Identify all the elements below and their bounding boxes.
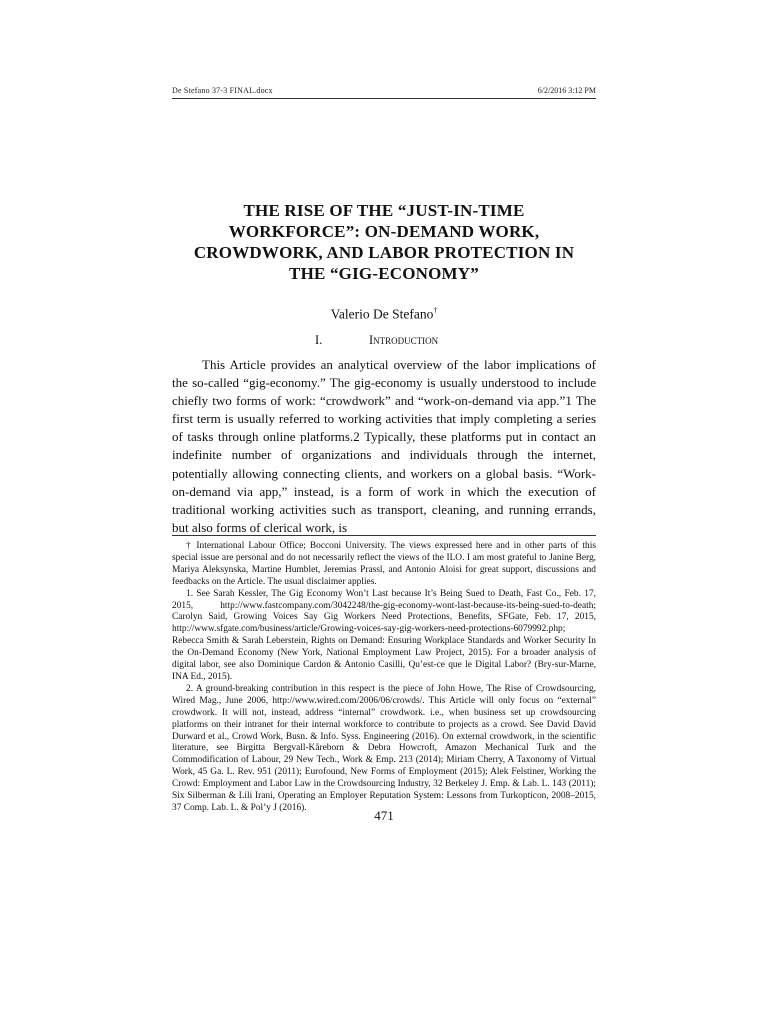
author-footnote-mark: † <box>433 306 438 315</box>
running-header <box>172 86 596 98</box>
title-line-3: CROWDWORK, AND LABOR PROTECTION IN <box>193 243 575 262</box>
author-line <box>172 306 596 323</box>
footnotes <box>172 541 596 815</box>
article-title <box>172 200 596 284</box>
footnote-rule <box>172 535 596 536</box>
body-paragraph: This Article provides an analytical overview of the labor implications of the so-called “gig-economy.” The gig-economy is usually understood to include chiefly two forms of work: “crowdwork” and “work-on-demand via app.”1 The first term is usually referred to working activities that imply completing a series of tasks through online platforms.2 Typically, these platforms put in contact an indefinite number of organizations and individuals through the internet, potentially allowing connecting clients, and workers on a global basis. “Work-on-demand via app,” instead, is a form of work in which the execution of traditional working activities such as transport, cleaning, and running errands, but also forms of clerical work, is <box>172 357 596 535</box>
author-name: Valerio De Stefano <box>330 306 434 322</box>
section-name: Introduction <box>369 333 439 347</box>
header-rule <box>172 98 596 99</box>
section-number: I. <box>315 333 323 347</box>
title-line-1: THE RISE OF THE “JUST-IN-TIME <box>243 201 525 220</box>
footnote-1: 1. See Sarah Kessler, The Gig Economy Won’t Last because It’s Being Sued to Death, Fast Co., Feb. 17, 2015, http://www.fastcompany.com/3042248/the-gig-economy-wont-last-because-its-being-sued-to-death; Carolyn Said, Growing Voices Say Gig Workers Need Protections, Benefits, SFGate, Feb. 17, 2015, http://www.sfgate.com/business/article/Growing-voices-say-gig-workers-need-protections-6079992.php; Rebecca Smith & Sarah Leberstein, Rights on Demand: Ensuring Workplace Standards and Worker Security In the On-Demand Economy (New York, National Employment Law Project, 2015). For a broader analysis of digital labor, see also Dominique Cardon & Antonio Casilli, Qu’est-ce que le Digital Labor? (Bry-sur-Marne, INA Ed., 2015). <box>172 588 596 682</box>
footnote-2: 2. A ground-breaking contribution in this respect is the piece of John Howe, The Rise of Crowdsourcing, Wired Mag., June 2006, http://www.wired.com/2006/06/crowds/. This Article will only focus on “external” crowdwork. It will not, instead, address “internal” crowdwork. i.e., when business set up crowdsourcing platforms on their intranet for their internal workforce to contribute to projects as a crowd. See David David Durward et al., Crowd Work, Busn. & Info. Syss. Engineering (2016). On external crowdwork, in the scientific literature, see Birgitta Bergvall-Kåreborn & Debra Howcroft, Amazon Mechanical Turk and the Commodification of Labour, 29 New Tech., Work & Emp. 213 (2014); Miriam Cherry, A Taxonomy of Virtual Work, 45 Ga. L. Rev. 951 (2011); Eurofound, New Forms of Employment (2015); Alek Felstiner, Working the Crowd: Employment and Labor Law in the Crowdsourcing Industry, 32 Berkeley J. Emp. & Lab. L. 143 (2011); Six Silberman & Lili Irani, Operating an Employer Reputation System: Lessons from Turkopticon, 2008–2015, 37 Comp. Lab. L. & Pol’y J (2016). <box>172 683 596 813</box>
header-filename: De Stefano 37-3 FINAL.docx <box>172 86 273 95</box>
page-number: 471 <box>374 808 394 823</box>
header-timestamp: 6/2/2016 3:12 PM <box>537 86 596 95</box>
body-text <box>172 356 596 537</box>
title-line-4: THE “GIG-ECONOMY” <box>289 264 479 283</box>
title-line-2: WORKFORCE”: ON-DEMAND WORK, <box>228 222 540 241</box>
footnote-dagger: † International Labour Office; Bocconi University. The views expressed here and in other parts of this special issue are personal and do not necessarily reflect the views of the ILO. I am most grateful to Janine Berg, Mariya Aleksynska, Martine Humblet, Jeremias Prassl, and Antonio Aloisi for great support, discussions and feedbacks on the Article. The usual disclaimer applies. <box>172 541 596 587</box>
